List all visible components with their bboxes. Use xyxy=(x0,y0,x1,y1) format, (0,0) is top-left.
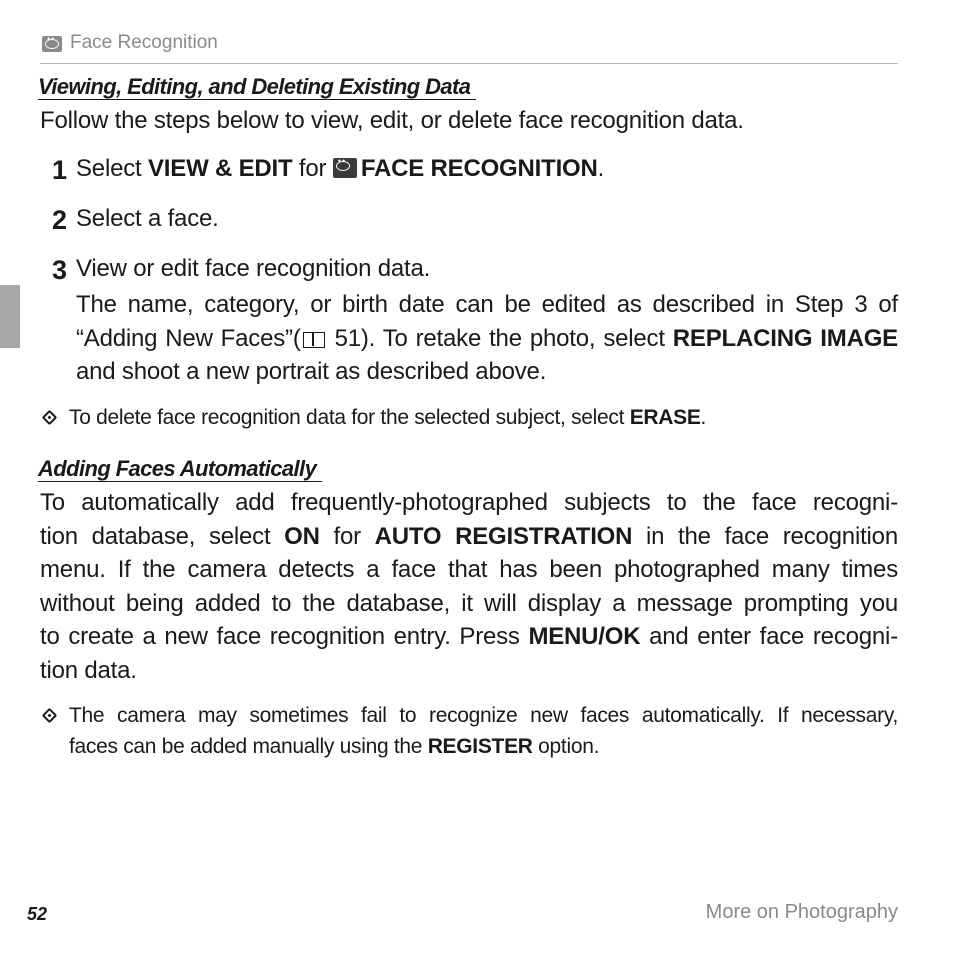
step-text-3: View or edit face recognition data. xyxy=(76,255,431,282)
auto-registration-paragraph: To automatically add frequently-photographed subjects to the face recogni- tion database, select ON for AUTO REGISTRATION in the face recognition menu. If the camera detects a face that has been photographed many times without being added to the database, it will display a message prompting you to create a new face recognition entry. Press MENU/OK and enter face recogni- tion data. xyxy=(40,489,898,684)
step-number-2: 2 xyxy=(52,205,67,235)
header-title: Face Recognition xyxy=(70,32,218,53)
step-number-1: 1 xyxy=(52,155,67,185)
step-text-1: Select VIEW & EDIT for ••FACE RECOGNITION. xyxy=(76,155,604,183)
note-register: The camera may sometimes fail to recognize new faces automatically. If necessary, faces can be added manually using the REGISTER option. xyxy=(69,704,898,758)
note-icon xyxy=(42,410,58,426)
page-reference-icon xyxy=(303,332,325,348)
chapter-side-tab xyxy=(0,285,20,348)
step-number-3: 3 xyxy=(52,255,67,285)
note-erase: To delete face recognition data for the selected subject, select ERASE. xyxy=(69,406,707,429)
page-number: 52 xyxy=(27,904,48,924)
note-icon xyxy=(42,708,58,724)
section-intro: Follow the steps below to view, edit, or delete face recognition data. xyxy=(40,107,744,134)
step-3-description: The name, category, or birth date can be edited as described in Step 3 of “Adding New Faces”( 51). To retake the photo, select REPLACING IMAGE and shoot a new portrait as described above. xyxy=(76,291,898,386)
section-title-viewing: Viewing, Editing, and Deleting Existing Data xyxy=(38,74,476,100)
section-title-adding: Adding Faces Automatically xyxy=(38,456,322,482)
step-text-2: Select a face. xyxy=(76,205,219,232)
face-recognition-icon xyxy=(333,158,357,178)
chapter-title: More on Photography xyxy=(705,901,898,923)
page-header xyxy=(40,30,898,64)
face-recognition-icon xyxy=(42,36,62,52)
